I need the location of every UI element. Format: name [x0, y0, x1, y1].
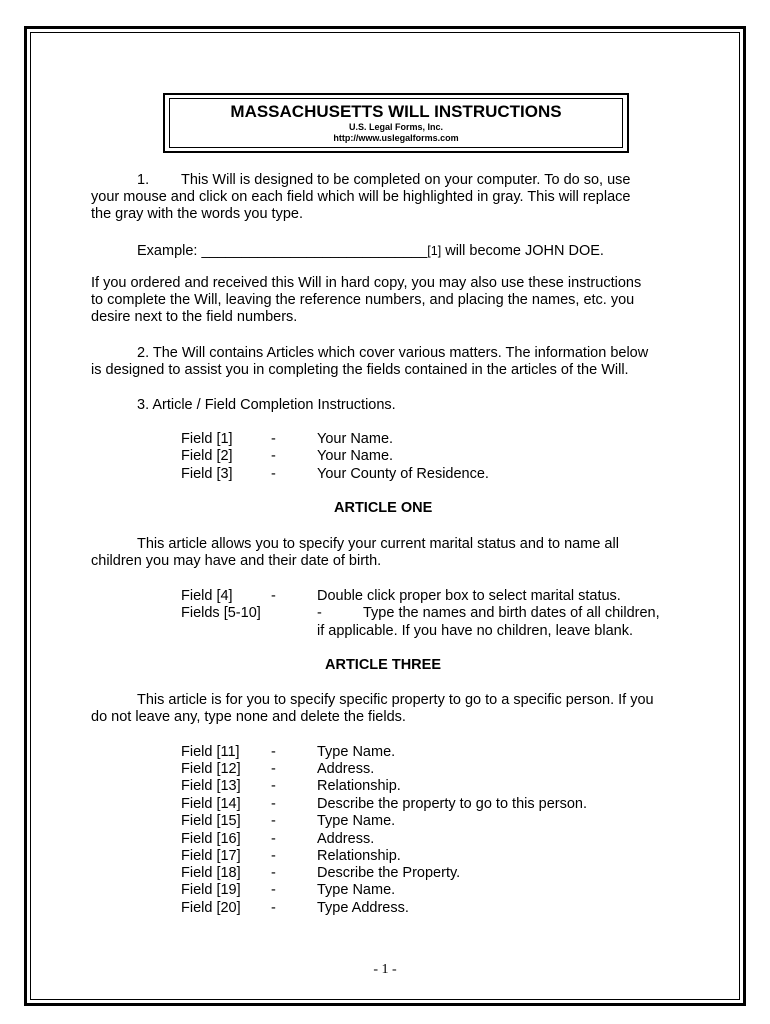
para3-line: 2. The Will contains Articles which cover various matters. The information below	[137, 345, 649, 361]
field-desc: Type Name.	[317, 882, 396, 898]
document-title: MASSACHUSETTS WILL INSTRUCTIONS	[230, 102, 562, 121]
para1-line: your mouse and click on each field which will be highlighted in gray. This will replace	[91, 189, 631, 205]
field-dash: -	[271, 900, 276, 916]
example-line	[137, 243, 604, 260]
field-desc: Type Name.	[317, 744, 396, 760]
field-desc: Address.	[317, 831, 375, 847]
field-label: Field [12]	[181, 761, 241, 777]
field-dash: -	[271, 865, 276, 881]
para1-number: 1.	[137, 172, 150, 188]
article-three-text: This article is for you to specify specific property to go to a specific person. If you	[137, 692, 654, 708]
field-desc: Type Address.	[317, 900, 409, 916]
company-name: U.S. Legal Forms, Inc.	[348, 122, 444, 132]
article-three-heading: ARTICLE THREE	[325, 657, 441, 673]
field-label: Field [20]	[181, 900, 241, 916]
example-ref: [1]	[427, 244, 442, 258]
article-one-text: This article allows you to specify your current marital status and to name all	[137, 536, 619, 552]
field-dash: -	[271, 813, 276, 829]
field-dash: -	[271, 744, 276, 760]
field-desc: Describe the Property.	[317, 865, 461, 881]
para2-line: desire next to the field numbers.	[91, 309, 298, 325]
company-url: http://www.uslegalforms.com	[333, 133, 459, 143]
para2-line: to complete the Will, leaving the reference numbers, and placing the names, etc. you	[91, 292, 635, 308]
field-desc: Type the names and birth dates of all children,	[363, 605, 660, 621]
field-dash: -	[271, 761, 276, 777]
article-three-text: do not leave any, type none and delete the fields.	[91, 709, 406, 725]
field-desc: Your Name.	[317, 431, 394, 447]
field-dash: -	[271, 466, 276, 482]
field-dash: -	[271, 796, 276, 812]
field-label: Field [11]	[181, 744, 240, 760]
field-desc: Your Name.	[317, 448, 394, 464]
field-label: Field [4]	[181, 588, 233, 604]
field-desc: Double click proper box to select marital status.	[317, 588, 621, 604]
field-label: Field [2]	[181, 448, 233, 464]
field-desc: Relationship.	[317, 778, 401, 794]
field-dash: -	[271, 848, 276, 864]
field-label: Field [3]	[181, 466, 233, 482]
field-dash: -	[271, 448, 276, 464]
para1-line: This Will is designed to be completed on your computer. To do so, use	[181, 172, 631, 188]
page-number: - 1 -	[373, 962, 397, 977]
field-dash: -	[317, 605, 322, 621]
field-label: Field [17]	[181, 848, 241, 864]
para1-line: the gray with the words you type.	[91, 206, 303, 222]
field-label: Field [19]	[181, 882, 241, 898]
field-label: Field [13]	[181, 778, 241, 794]
field-desc: Address.	[317, 761, 375, 777]
field-label: Field [16]	[181, 831, 241, 847]
field-desc: Your County of Residence.	[317, 466, 489, 482]
field-desc: Relationship.	[317, 848, 401, 864]
field-label: Field [14]	[181, 796, 241, 812]
field-dash: -	[271, 588, 276, 604]
para4-line: 3. Article / Field Completion Instructions.	[137, 397, 396, 413]
field-dash: -	[271, 882, 276, 898]
field-label: Field [15]	[181, 813, 241, 829]
article-one-heading: ARTICLE ONE	[334, 500, 433, 516]
article-one-text: children you may have and their date of birth.	[91, 553, 382, 569]
field-desc: Type Name.	[317, 813, 396, 829]
para2-line: If you ordered and received this Will in hard copy, you may also use these instructions	[91, 275, 642, 291]
title-box	[169, 98, 623, 148]
field-dash: -	[271, 431, 276, 447]
field-dash: -	[271, 778, 276, 794]
field-label: Field [1]	[181, 431, 233, 447]
field-label: Fields [5-10]	[181, 605, 261, 621]
example-tail: will become JOHN DOE.	[441, 243, 604, 259]
para3-line: is designed to assist you in completing the fields contained in the articles of the Will.	[91, 362, 629, 378]
field-desc: Describe the property to go to this person.	[317, 796, 588, 812]
field-desc-continued: if applicable. If you have no children, leave blank.	[317, 623, 633, 639]
field-label: Field [18]	[181, 865, 241, 881]
example-label: Example: ____________________________	[137, 243, 428, 259]
field-dash: -	[271, 831, 276, 847]
